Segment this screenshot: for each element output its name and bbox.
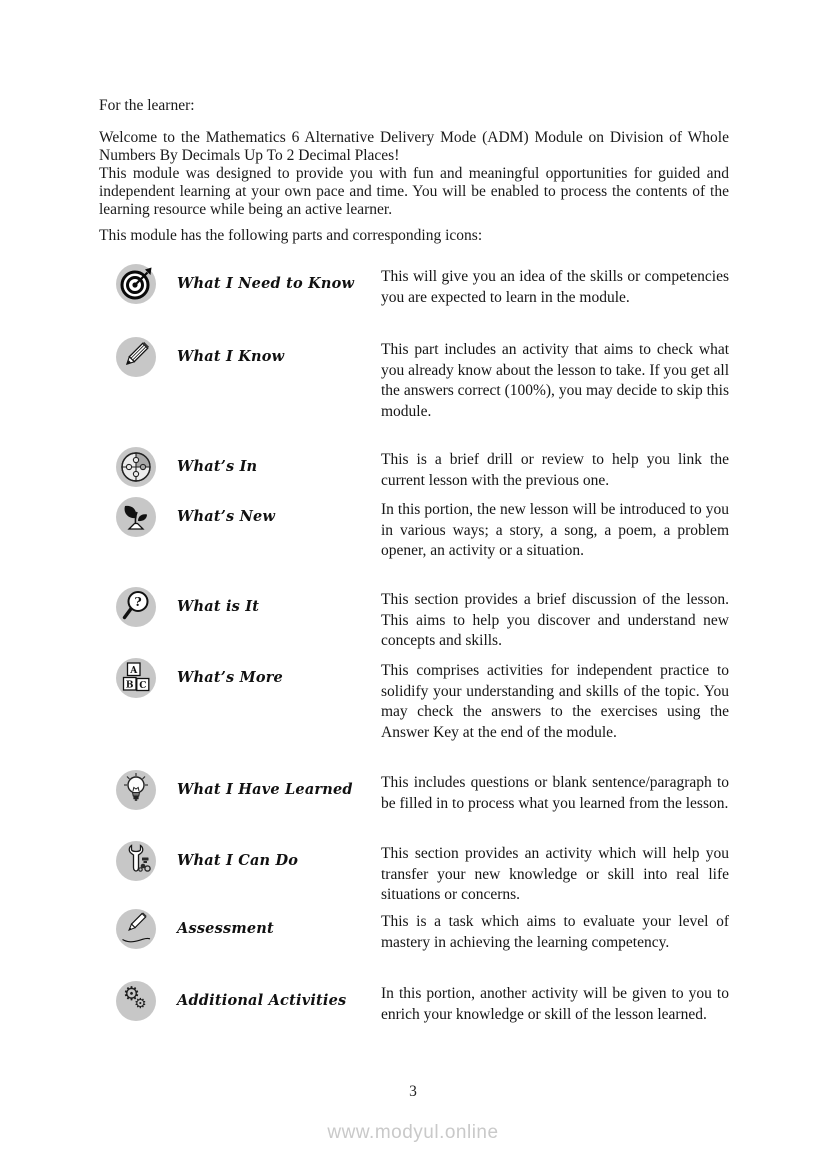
module-part-row [0,446,826,489]
part-label: What I Know [177,348,285,365]
pencil-icon [116,337,156,377]
module-part-row [0,840,826,903]
intro-paragraph-1: Welcome to the Mathematics 6 Alternative Delivery Mode (ADM) Module on Division of Whole Numbers By Decimals Up To 2 Decimal Places! [99,129,729,164]
part-label: What I Can Do [177,852,299,869]
puzzle-icon [116,447,156,487]
part-description: This will give you an idea of the skills or competencies you are expected to learn in the module. [381,268,729,306]
part-description: This is a task which aims to evaluate your level of mastery in achieving the learning competency. [381,913,729,951]
plant-icon [116,497,156,537]
lead-in-line: This module has the following parts and corresponding icons: [99,227,483,244]
intro-paragraph-2: This module was designed to provide you with fun and meaningful opportunities for guided and independent learning at your own pace and time. You will be enabled to process the contents of the learning resource while being an active learner. [99,165,729,218]
abc-blocks-icon [116,658,156,698]
module-part-row [0,980,826,1023]
part-description: This is a brief drill or review to help you link the current lesson with the previous one. [381,451,729,489]
module-part-row [0,769,826,812]
module-part-row [0,263,826,306]
module-part-row [0,336,826,420]
svg-text:A: A [130,665,138,676]
part-description: This comprises activities for independent practice to solidify your understanding and skills of the topic. You may check the answers to the exercises using the Answer Key at the end of the module. [381,662,729,741]
part-label: What is It [177,598,260,615]
salutation: For the learner: [99,97,195,114]
lightbulb-icon [116,770,156,810]
svg-text:B: B [125,680,134,691]
page-number: 3 [409,1083,417,1100]
part-description: This part includes an activity that aims to check what you already know about the lesson to take. If you get all the answers correct (100%), you may decide to skip this module. [381,341,729,420]
module-part-row [0,908,826,951]
part-description: This section provides a brief discussion of the lesson. This aims to help you discover and understand new concepts and skills. [381,591,729,649]
module-part-row [0,586,826,649]
part-label: What’s More [177,669,283,686]
part-description: In this portion, another activity will be given to you to enrich your knowledge or skill of the lesson learned. [381,985,729,1023]
tools-icon [116,841,156,881]
watermark: www.modyul.online [327,1122,499,1143]
module-part-row [0,496,826,559]
part-description: In this portion, the new lesson will be introduced to you in various ways; a story, a song, a poem, a problem opener, an activity or a situation. [381,501,729,559]
part-description: This includes questions or blank sentence/paragraph to be filled in to process what you learned from the lesson. [381,774,729,812]
part-label: What I Have Learned [177,781,353,798]
intro-paragraphs [99,129,729,219]
part-label: Assessment [177,920,274,937]
svg-text:C: C [139,681,147,691]
svg-text:?: ? [134,594,142,609]
gears-icon [116,981,156,1021]
module-part-row [0,657,826,741]
magnifier-question-icon [116,587,156,627]
gear-icon: ⚙ [134,996,147,1012]
part-label: What’s New [177,508,276,525]
pen-icon [116,909,156,949]
target-icon [116,264,156,304]
part-description: This section provides an activity which will help you transfer your new knowledge or skill into real life situations or concerns. [381,845,729,903]
part-label: What’s In [177,458,258,475]
part-label: Additional Activities [177,992,347,1009]
part-label: What I Need to Know [177,275,355,292]
gear-icon: ⚙ [123,983,141,1005]
